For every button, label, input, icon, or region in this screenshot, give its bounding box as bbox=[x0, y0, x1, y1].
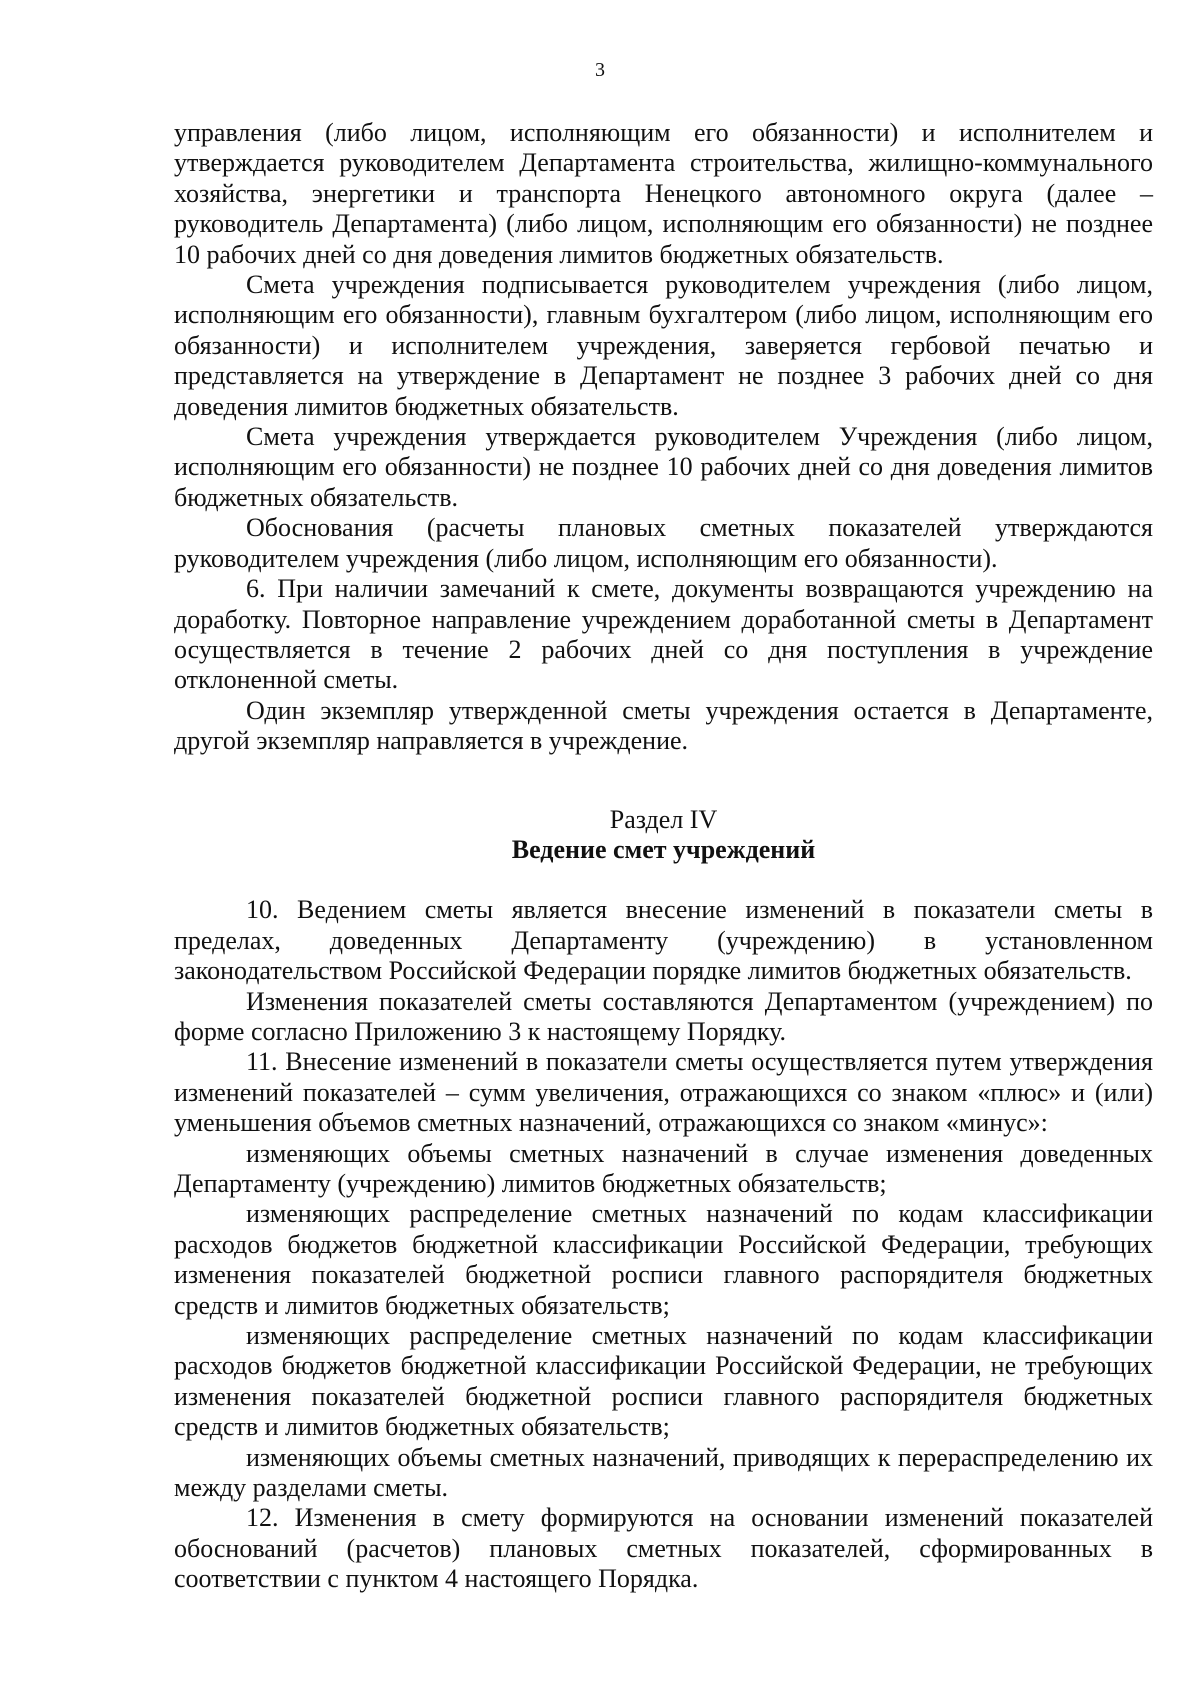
page-number: 3 bbox=[595, 59, 605, 81]
paragraph: 6. При наличии замечаний к смете, документы возвращаются учреждению на доработку. Повторное направление учреждением доработанной сметы в Департамент осуществляется в течение 2 рабочих дней со дня поступления в учреждение отклоненной сметы. bbox=[174, 574, 1153, 695]
spacer bbox=[174, 865, 1153, 895]
paragraph: 12. Изменения в смету формируются на основании изменений показателей обоснований (расчетов) плановых сметных показателей, сформированных в соответствии с пунктом 4 настоящего Порядка. bbox=[174, 1503, 1153, 1594]
paragraph: Смета учреждения утверждается руководителем Учреждения (либо лицом, исполняющим его обязанности) не позднее 10 рабочих дней со дня доведения лимитов бюджетных обязательств. bbox=[174, 422, 1153, 512]
document-body bbox=[174, 118, 1153, 1595]
paragraph: изменяющих объемы сметных назначений в случае изменения доведенных Департаменту (учреждению) лимитов бюджетных обязательств; bbox=[174, 1138, 1153, 1198]
paragraph: 10. Ведением сметы является внесение изменений в показатели сметы в пределах, доведенных Департаменту (учреждению) в установленном законодательством Российской Федерации порядке лимитов бюджетных обязательств. bbox=[174, 895, 1153, 986]
paragraph: изменяющих распределение сметных назначений по кодам классификации расходов бюджетов бюджетной классификации Российской Федерации, требующих изменения показателей бюджетной росписи главного распорядителя бюджетных средств и лимитов бюджетных обязательств; bbox=[174, 1199, 1153, 1320]
paragraph: изменяющих распределение сметных назначений по кодам классификации расходов бюджетов бюджетной классификации Российской Федерации, не требующих изменения показателей бюджетной росписи главного распорядителя бюджетных средств и лимитов бюджетных обязательств; bbox=[174, 1321, 1153, 1442]
section-heading bbox=[174, 805, 1153, 866]
paragraph: Один экземпляр утвержденной сметы учреждения остается в Департаменте, другой экземпляр направляется в учреждение. bbox=[174, 695, 1153, 756]
paragraph: изменяющих объемы сметных назначений, приводящих к перераспределению их между разделами сметы. bbox=[174, 1442, 1153, 1503]
paragraph: 11. Внесение изменений в показатели сметы осуществляется путем утверждения изменений показателей – сумм увеличения, отражающихся со знаком «плюс» и (или) уменьшения объемов сметных назначений, отражающихся со знаком «минус»: bbox=[174, 1047, 1153, 1138]
paragraph: Обоснования (расчеты плановых сметных показателей утверждаются руководителем учреждения (либо лицом, исполняющим его обязанности). bbox=[174, 513, 1153, 573]
bottom-paragraphs bbox=[174, 895, 1153, 1594]
section-label: Раздел IV bbox=[609, 804, 718, 834]
section-title: Ведение смет учреждений bbox=[511, 834, 816, 864]
paragraph: управления (либо лицом, исполняющим его обязанности) и исполнителем и утверждается руководителем Департамента строительства, жилищно-коммунального хозяйства, энергетики и транспорта Ненецкого автономного округа (далее – руководитель Департамента) (либо лицом, исполняющим его обязанности) не позднее 10 рабочих дней со дня доведения лимитов бюджетных обязательств. bbox=[174, 118, 1153, 269]
paragraph: Смета учреждения подписывается руководителем учреждения (либо лицом, исполняющим его обязанности), главным бухгалтером (либо лицом, исполняющим его обязанности) и исполнителем учреждения, заверяется гербовой печатью и представляется на утверждение в Департамент не позднее 3 рабочих дней со дня доведения лимитов бюджетных обязательств. bbox=[174, 270, 1153, 421]
paragraph: Изменения показателей сметы составляются Департаментом (учреждением) по форме согласно Приложению 3 к настоящему Порядку. bbox=[174, 986, 1153, 1046]
top-paragraphs bbox=[174, 118, 1153, 757]
